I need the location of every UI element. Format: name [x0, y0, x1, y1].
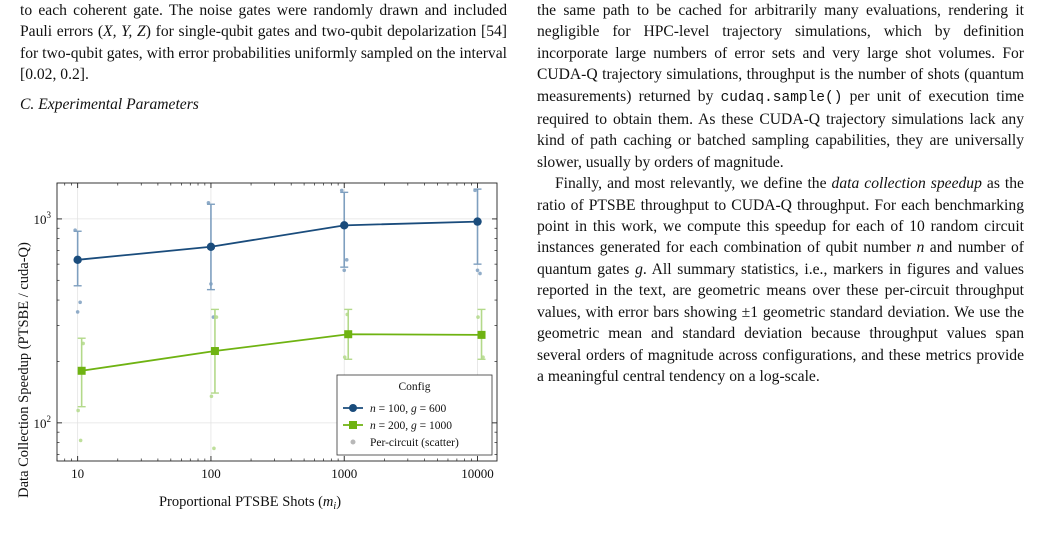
y-tick-base: 10 [33, 415, 47, 431]
series-layer [73, 189, 485, 407]
text-line: two-qubit depolarization [54] for two-qubit gates, with error [20, 23, 507, 62]
y-tick-exponent: 2 [46, 413, 51, 424]
right-paragraph-1 [537, 0, 1024, 173]
scatter-point [476, 268, 480, 272]
data-marker [340, 221, 348, 229]
legend-label-part: n [370, 403, 376, 415]
data-marker [211, 347, 219, 355]
x-axis-label-subscript: i [333, 501, 337, 512]
text-span: . [84, 66, 89, 84]
scatter-point [212, 447, 216, 451]
x-tick-label: 1000 [331, 466, 358, 481]
legend-label-part: g [411, 403, 417, 415]
right-paragraph-2 [537, 173, 1024, 387]
scatter-point [78, 301, 82, 305]
data-marker [344, 330, 352, 338]
legend-label-part: = 1000 [416, 420, 452, 432]
y-tick-base: 10 [33, 211, 47, 227]
x-axis-label-var: m [322, 494, 334, 510]
right-column [537, 0, 1024, 387]
data-marker [73, 256, 81, 264]
series-line [78, 222, 478, 260]
x-axis-label-text: Proportional PTSBE Shots ( [158, 494, 323, 510]
text-span: and number of quantum gates [537, 239, 1024, 278]
math-span: g [635, 260, 643, 278]
left-paragraph [20, 0, 507, 86]
math-span: X, Y, Z [103, 23, 146, 41]
legend-marker [349, 404, 357, 412]
legend-marker [349, 421, 357, 429]
legend-label-part: = 600 [416, 403, 447, 415]
legend-label-part: n [370, 420, 376, 432]
emphasis-span: data collection speedup [831, 175, 982, 193]
text-line: to each coherent gate. The noise gates were randomly drawn [20, 2, 419, 19]
text-span: ) for single-qubit gates and [145, 23, 318, 41]
scatter-point [476, 315, 480, 319]
data-marker [78, 367, 86, 375]
legend-title: Config [398, 381, 431, 393]
subsection-title: C. Experimental Parameters [20, 95, 199, 113]
data-marker [473, 217, 481, 225]
chart-legend [337, 375, 492, 455]
speedup-chart [0, 170, 520, 533]
scatter-point [76, 310, 80, 314]
scatter-point [79, 439, 83, 443]
scatter-point [345, 258, 349, 262]
text-span: . All summary statistics, i.e., markers in figures and values reported in the text, are geometric means over these per-circuit throughput values, with error bars showing ±1 geometric standard deviation. We use the geometric mean and standard deviation because throughput values span several orders of magnitude across configurations, and these metrics provide a meaningful central tendency on a log-scale. [537, 260, 1024, 385]
y-tick-label [34, 210, 52, 227]
y-tick-exponent: 3 [46, 209, 51, 220]
x-axis-label-close: ) [336, 494, 342, 510]
legend-marker [351, 440, 356, 445]
text-span: probabilities uniformly sampled on the interval [212, 44, 507, 62]
scatter-point [478, 272, 482, 276]
scatter-point [210, 394, 214, 398]
legend-label-part: = 200, [375, 420, 411, 432]
text-span: and included Pauli errors ( [20, 2, 508, 41]
x-tick-label: 10000 [461, 466, 494, 481]
math-span: [0.02, 0.2] [20, 66, 85, 84]
text-span: as the ratio of PTSBE throughput to CUDA-Q throughput. For each benchmarking point in this work, we compute this speedup for each of 10 random circuit instances generated for each combination of qubit number [537, 175, 1024, 257]
y-tick-label [34, 414, 52, 431]
data-marker [207, 243, 215, 251]
text-span: Finally, and most relevantly, we define the [555, 175, 832, 193]
scatter-point [343, 355, 347, 359]
y-axis-label: Data Collection Speedup (PTSBE / cuda-Q) [16, 242, 32, 498]
data-marker [478, 331, 486, 339]
scatter-point [342, 268, 346, 272]
code-span: cudaq.sample() [720, 89, 843, 106]
legend-label-part: g [411, 420, 417, 432]
series-line [82, 334, 482, 371]
x-axis-label [159, 494, 341, 512]
x-tick-label: 100 [201, 466, 221, 481]
legend-label-part: = 100, [375, 403, 411, 415]
legend-label [370, 403, 446, 415]
text-span: the same path to be cached for arbitrarily many evaluations, rendering it negligible for HPC-level trajectory simulations, which by definition incorporate large numbers of error sets and very large shot volumes. For CUDA-Q trajectory simulations, throughput is the number of shots (quantum measurements) returned by [537, 2, 1024, 105]
left-column [20, 0, 507, 115]
chart-svg [0, 170, 520, 533]
legend-label [370, 420, 452, 432]
text-span: per unit of execution time required to obtain them. As these CUDA-Q trajectory simulations lack any kind of path caching or batched sampling capabilities, they are universally slower, usually by orders of magnitude. [537, 87, 1024, 171]
legend-label: Per-circuit (scatter) [370, 437, 459, 449]
x-tick-label: 10 [71, 466, 85, 481]
scatter-point [76, 409, 80, 413]
math-span: n [916, 239, 925, 257]
